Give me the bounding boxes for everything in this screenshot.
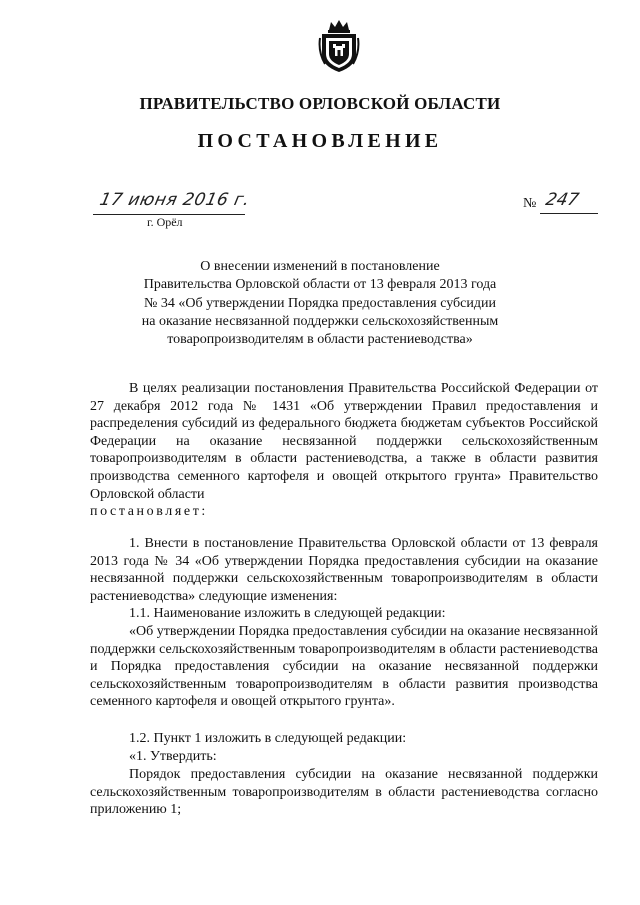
subject-line: на оказание несвязанной поддержки сельскохозяйственным [141, 313, 499, 329]
government-name: ПРАВИТЕЛЬСТВО ОРЛОВСКОЙ ОБЛАСТИ [139, 94, 501, 113]
handwritten-number: 247 [543, 190, 581, 210]
item-1: 1. Внести в постановление Правительства Орловской области от 13 февраля 2013 года № 34 «Об утверждении Порядка предоставления субсидии на оказание несвязанной поддержки сельскохозяйственным товаропроизводителям в области растениеводства» следующие изменения: [90, 536, 598, 604]
item-1-1-text: «Об утверждении Порядка предоставления субсидии на оказание несвязанной поддержки сельскохозяйственным товаропроизводителям в области растениеводства и Порядка предоставления субсидии на оказание несвязанной поддержки сельскохозяйственным товаропроизводителям в области развития производства семенного картофеля и овощей открытого грунта». [90, 624, 598, 710]
coat-of-arms-icon [317, 18, 361, 74]
preamble-block [90, 380, 598, 521]
handwritten-date: 17 июня 2016 г. [97, 190, 252, 210]
item-1-2-text: Порядок предоставления субсидии на оказание несвязанной поддержки сельскохозяйственным товаропроизводителям в области растениеводства согласно приложению 1; [90, 767, 598, 818]
city: г. Орёл [147, 215, 183, 229]
subject-line: № 34 «Об утверждении Порядка предоставления субсидии [144, 295, 496, 311]
number-label: № [523, 196, 537, 211]
item-1-2-sub: «1. Утвердить: [129, 749, 217, 764]
preamble-text: В целях реализации постановления Правительства Российской Федерации от 27 декабря 2012 года № 1431 «Об утверждении Правил предоставления и распределения субсидий из федерального бюджета бюджетам субъектов Российской Федерации на оказание несвязанной поддержки сельскохозяйственным товаропроизводителям в области растениеводства, а также в области развития производства семенного картофеля и овощей открытого грунта» Правительство Орловской области [90, 381, 598, 502]
item-1-2: 1.2. Пункт 1 изложить в следующей редакции: [129, 731, 407, 746]
resolves-word: постановляет: [90, 504, 208, 520]
subject-line: О внесении изменений в постановление [200, 259, 440, 274]
subject-line: Правительства Орловской области от 13 февраля 2013 года [143, 277, 497, 293]
subject-line: товаропроизводителям в области растениеводства» [167, 332, 473, 348]
item-1-1: 1.1. Наименование изложить в следующей редакции: [129, 606, 446, 621]
document-subject [90, 258, 550, 349]
document-type: ПОСТАНОВЛЕНИЕ [197, 130, 443, 152]
